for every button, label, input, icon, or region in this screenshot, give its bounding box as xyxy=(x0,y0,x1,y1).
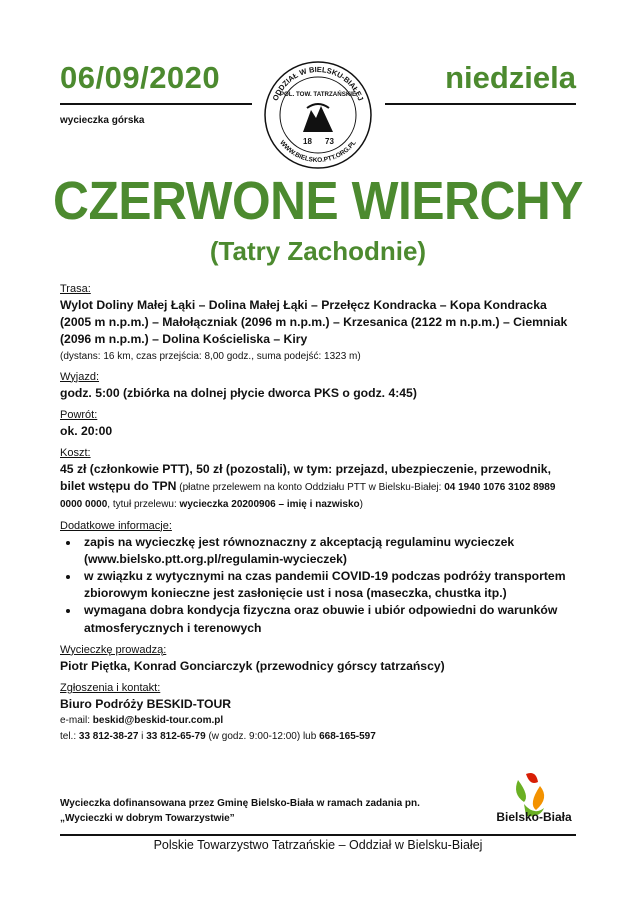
trip-details xyxy=(60,282,576,751)
cost-note-2: , tytuł przelewu: xyxy=(107,499,180,511)
contact-email-line xyxy=(60,713,576,729)
header-rule-left xyxy=(60,103,252,105)
route-label: Trasa: xyxy=(60,283,91,295)
seal-inner-text: POL. TOW. TATRZAŃSKIE xyxy=(279,91,357,98)
route-details: (dystans: 16 km, czas przejścia: 8,00 godz., suma podejść: 1323 m) xyxy=(60,350,361,362)
cost-note-1: (płatne przelewem na konto Oddziału PTT w Bielsku-Białej: xyxy=(176,482,445,494)
trip-day: niedziela xyxy=(445,60,576,95)
cost-transfer-title: wycieczka 20200906 – imię i nazwisko xyxy=(179,499,360,511)
departure-section xyxy=(60,370,576,402)
list-item: • wymagana dobra kondycja fizyczna oraz obuwie i ubiór odpowiedni do warunków atmosferycznych i terenowych xyxy=(80,602,576,636)
contact-tel-1[interactable]: 33 812-38-27 xyxy=(78,731,139,743)
footer-rule xyxy=(60,834,576,836)
cost-account: 04 1940 1076 3102 8989 0000 0000 xyxy=(60,482,556,511)
guides-text: Piotr Piętka, Konrad Gonciarczyk (przewodnicy górscy tatrzańscy) xyxy=(60,658,445,673)
tel-prefix: tel.: xyxy=(60,731,79,743)
departure-text: godz. 5:00 (zbiórka na dolnej płycie dworca PKS o godz. 4:45) xyxy=(60,385,417,400)
list-item: • w związku z wytycznymi na czas pandemii COVID-19 podczas podróży transportem zbiorowym konieczne jest zasłonięcie ust i nosa (maseczka, chustka itp.) xyxy=(80,568,576,602)
contact-office: Biuro Podróży BESKID-TOUR xyxy=(60,697,232,712)
seal-year-left: 18 xyxy=(303,137,312,146)
page-title: CZERWONE WIERCHY xyxy=(53,171,583,231)
list-item: • zapis na wycieczkę jest równoznaczny z akceptacją regulaminu wycieczek (www.bielsko.ptt.org.pl/regulamin-wycieczek) xyxy=(80,534,576,568)
additional-list xyxy=(60,534,576,637)
logo-text: Bielsko-Biała xyxy=(496,810,572,824)
contact-tel-3[interactable]: 668-165-597 xyxy=(319,731,376,743)
trip-type: wycieczka górska xyxy=(60,115,145,126)
cost-section xyxy=(60,446,576,513)
seal-url-text: WWW.BIELSKO.PTT.ORG.PL xyxy=(278,139,358,165)
funding-note: Wycieczka dofinansowana przez Gminę Bielsko-Biała w ramach zadania pn. „Wycieczki w dobrym Towarzystwie” xyxy=(60,798,420,824)
tel-and: i xyxy=(138,731,147,743)
cost-note-3: ) xyxy=(359,499,364,511)
header-rule-right xyxy=(385,103,576,105)
contact-label: Zgłoszenia i kontakt: xyxy=(60,682,161,695)
contact-tel-2[interactable]: 33 812-65-79 xyxy=(146,731,206,743)
page-subtitle: (Tatry Zachodnie) xyxy=(209,236,427,266)
seal-year-right: 73 xyxy=(325,137,334,146)
footer-text: Polskie Towarzystwo Tatrzańskie – Oddział w Bielsku-Białej xyxy=(153,838,483,852)
additional-section xyxy=(60,519,576,637)
return-text: ok. 20:00 xyxy=(60,423,113,438)
additional-label: Dodatkowe informacje: xyxy=(60,519,172,532)
route-section xyxy=(60,282,576,364)
tel-hours: (w godz. 9:00-12:00) lub xyxy=(205,731,320,743)
cost-text: 45 zł (członkowie PTT), 50 zł (pozostali), w tym: przejazd, ubezpieczenie, przewodnik, bilet wstępu do TPN xyxy=(60,462,551,494)
cost-label: Koszt: xyxy=(60,447,91,460)
seal-mountain-icon xyxy=(303,106,333,132)
contact-phone-line xyxy=(60,729,576,745)
ptt-seal-icon xyxy=(263,60,373,170)
contact-section xyxy=(60,681,576,745)
email-prefix: e-mail: xyxy=(60,715,93,727)
return-label: Powrót: xyxy=(60,408,98,421)
guides-section xyxy=(60,643,576,675)
contact-email[interactable]: beskid@beskid-tour.com.pl xyxy=(92,715,224,727)
guides-label: Wycieczkę prowadzą: xyxy=(60,643,167,656)
route-text: Wylot Doliny Małej Łąki – Dolina Małej Łąki – Przełęcz Kondracka – Kopa Kondracka (2005 m n.p.m.) – Małołączniak (2096 m n.p.m.) – Krzesanica (2122 m n.p.m.) – Ciemniak (2096 m n.p.m.) – Dolina Kościeliska – Kiry xyxy=(60,298,568,347)
seal-ring-text: ODDZIAŁ W BIELSKU-BIAŁEJ xyxy=(270,64,366,102)
trip-date: 06/09/2020 xyxy=(60,60,221,95)
departure-label: Wyjazd: xyxy=(60,370,100,383)
return-section xyxy=(60,408,576,440)
